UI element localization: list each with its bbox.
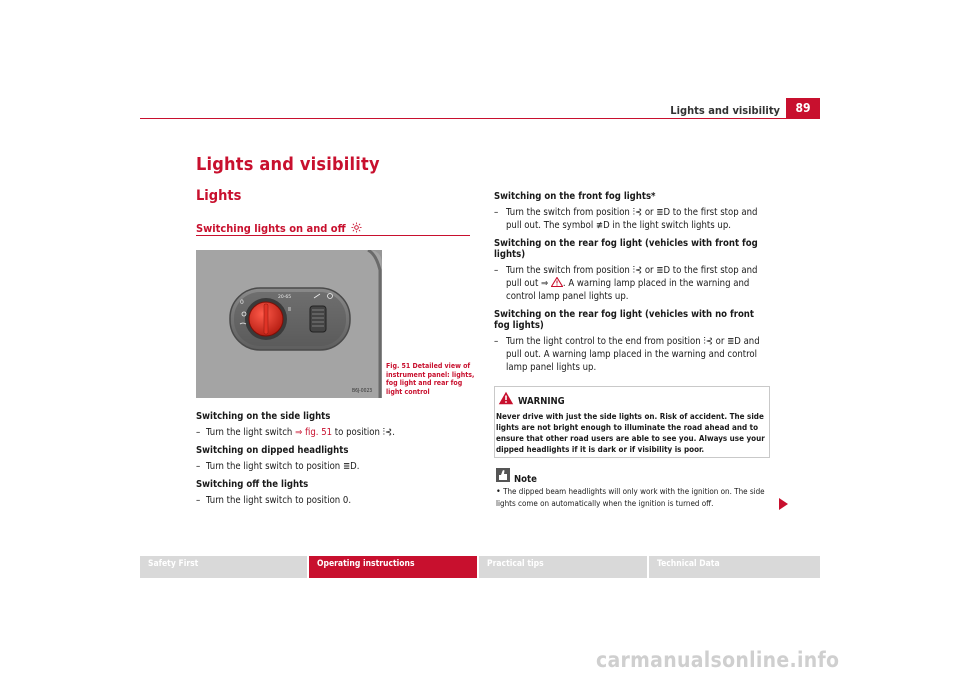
note-text: • The dipped beam headlights will only work with the ignition on. The side lights come on automatically when the ignition is turned off. bbox=[496, 487, 765, 508]
side-lights-heading: Switching on the side lights bbox=[196, 411, 331, 422]
next-page-arrow-icon[interactable] bbox=[778, 498, 788, 510]
header-rule bbox=[140, 118, 820, 119]
warning-triangle-icon bbox=[551, 277, 563, 287]
chapter-title: Lights and visibility bbox=[196, 154, 380, 175]
warning-text: Never drive with just the side lights on. Risk of accident. The side lights are not bright enough to illuminate the road ahead and to ensure that other road users are able to see you. Always use your dipped headlights if it is dark or if visibility is poor. bbox=[496, 412, 765, 454]
bullet-icon: • bbox=[496, 487, 501, 497]
note-title: Note bbox=[514, 474, 537, 485]
section-title: Lights bbox=[196, 188, 242, 204]
watermark: carmanualsonline.info bbox=[596, 648, 840, 672]
figure-reference-link[interactable]: ⇒ fig. 51 bbox=[295, 427, 333, 438]
warning-title: WARNING bbox=[518, 396, 565, 407]
footer-tab-practical-tips[interactable]: Practical tips bbox=[479, 556, 647, 578]
footer-tab-technical-data[interactable]: Technical Data bbox=[649, 556, 820, 578]
footer-tab-operating-instructions[interactable]: Operating instructions bbox=[309, 556, 477, 578]
figure-code: B6J-0023 bbox=[352, 388, 373, 394]
note-icon bbox=[496, 468, 510, 482]
subsection-rule bbox=[196, 235, 470, 236]
dipped-beam-icon: ≣D bbox=[656, 265, 671, 276]
rear-fog-nofront-heading: Switching on the rear fog light (vehicles with no front fog lights) bbox=[494, 309, 754, 331]
figure-caption: Fig. 51 Detailed view of instrument panel: lights, fog light and rear fog light control bbox=[386, 362, 475, 396]
dipped-beam-icon: ≣D bbox=[656, 207, 671, 218]
rear-fog-front-step: – Turn the switch from position ⫶⊰ or ≣D to the first stop and pull out ⇒ . A warning lamp placed in the warning and control lamp panel lights up. bbox=[494, 265, 758, 302]
running-header-title: Lights and visibility bbox=[670, 104, 780, 117]
switch-label-0: 0 bbox=[240, 299, 244, 306]
side-lights-icon: ⫶⊰ bbox=[632, 265, 643, 276]
subsection-title: Switching lights on and off bbox=[196, 222, 362, 235]
side-lights-icon: ⫶⊰ bbox=[632, 207, 643, 218]
light-switch-photo bbox=[196, 250, 382, 398]
side-lights-step: – Turn the light switch ⇒ fig. 51 to position ⫶⊰. bbox=[196, 427, 395, 438]
page-number: 89 bbox=[786, 98, 820, 118]
dipped-beam-icon: ≣D bbox=[727, 336, 741, 347]
footer-tab-safety-first[interactable]: Safety First bbox=[140, 556, 307, 578]
front-fog-step: – Turn the switch from position ⫶⊰ or ≣D to the first stop and pull out. The symbol ≢D in the light switch lights up. bbox=[494, 207, 758, 231]
dipped-step: – Turn the light switch to position ≣D. bbox=[196, 461, 360, 472]
switch-label-20-65: 20-65 bbox=[278, 295, 292, 300]
side-lights-icon: ⫶⊰ bbox=[703, 336, 713, 347]
sun-icon bbox=[351, 222, 362, 233]
dipped-heading: Switching on dipped headlights bbox=[196, 445, 349, 456]
off-step: – Turn the light switch to position 0. bbox=[196, 495, 352, 506]
front-fog-icon: ≢D bbox=[595, 220, 610, 231]
left-column bbox=[196, 411, 476, 507]
rear-fog-front-heading: Switching on the rear fog light (vehicles with front fog lights) bbox=[494, 238, 758, 260]
rear-fog-nofront-step: – Turn the light control to the end from position ⫶⊰ or ≣D and pull out. A warning lamp placed in the warning and control lamp panel lights up. bbox=[494, 336, 760, 373]
dipped-beam-icon: ≣D bbox=[342, 461, 357, 472]
side-lights-icon: ⫶⊰ bbox=[382, 427, 393, 438]
front-fog-heading: Switching on the front fog lights* bbox=[494, 191, 656, 202]
right-column bbox=[494, 191, 772, 374]
dashboard-illustration bbox=[196, 250, 382, 398]
off-heading: Switching off the lights bbox=[196, 479, 309, 490]
warning-icon bbox=[498, 391, 514, 405]
